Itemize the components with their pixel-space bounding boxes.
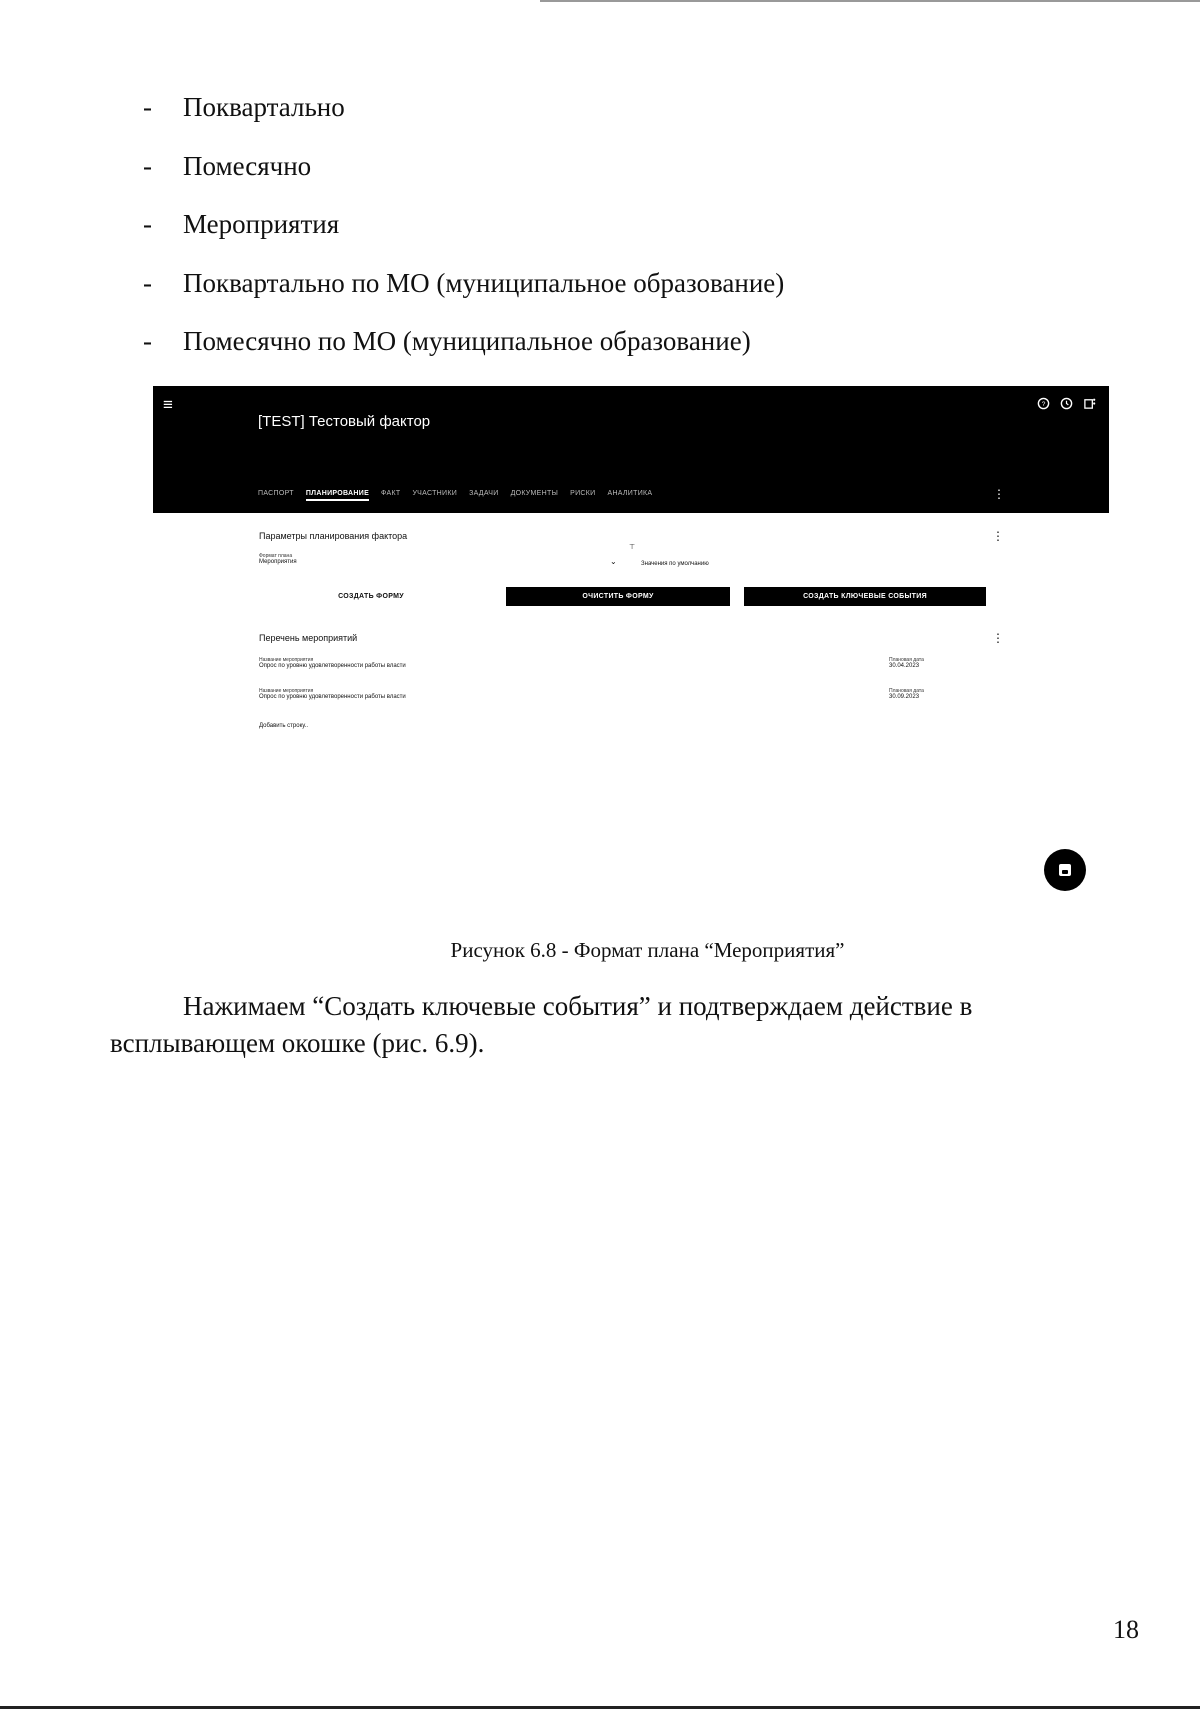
create-key-events-button[interactable]: СОЗДАТЬ КЛЮЧЕВЫЕ СОБЫТИЯ xyxy=(744,587,986,606)
list-item-text: Мероприятия xyxy=(183,209,340,239)
bottom-rule xyxy=(0,1706,1200,1709)
event-date-field[interactable] xyxy=(889,657,924,669)
tab-documents[interactable]: ДОКУМЕНТЫ xyxy=(510,490,559,497)
tab-risks[interactable]: РИСКИ xyxy=(570,490,596,497)
event-name-label: Название мероприятия xyxy=(259,657,314,663)
list-item[interactable] xyxy=(259,657,406,669)
page-number: 18 xyxy=(1113,1615,1139,1644)
plan-format-value: Мероприятия xyxy=(259,559,297,565)
event-date-label: Плановая дата xyxy=(889,657,924,663)
events-section-title: Перечень мероприятий xyxy=(259,633,358,643)
list-item xyxy=(143,268,784,327)
help-icon[interactable] xyxy=(1037,397,1050,413)
event-name: Опрос по уровню удовлетворенности работы власти xyxy=(259,694,406,700)
list-item-text: Поквартально по МО (муниципальное образование) xyxy=(183,267,785,298)
bullet-marker: - xyxy=(143,92,152,122)
history-icon[interactable] xyxy=(1060,397,1073,413)
settings-icon[interactable] xyxy=(1083,397,1097,413)
event-name: Опрос по уровню удовлетворенности работы власти xyxy=(259,663,406,669)
top-rule xyxy=(540,0,1200,2)
tab-participants[interactable]: УЧАСТНИКИ xyxy=(412,490,458,497)
menu-icon[interactable]: ≡ xyxy=(163,395,173,414)
event-date: 30.04.2023 xyxy=(889,663,920,669)
body-paragraph: Нажимаем “Создать ключевые события” и подтверждаем действие в всплывающем окошке (рис. 6.9). xyxy=(110,991,973,1058)
bullet-marker: - xyxy=(143,150,152,181)
event-date-label: Плановая дата xyxy=(889,688,924,694)
default-values-toggle[interactable]: Значения по умолчанию xyxy=(641,561,709,567)
app-screenshot xyxy=(153,386,1109,906)
bullet-marker: - xyxy=(143,326,152,356)
tab-bar xyxy=(258,490,652,501)
event-date-field[interactable] xyxy=(889,688,924,700)
list-item[interactable] xyxy=(259,688,406,700)
app-title: [TEST] Тестовый фактор xyxy=(258,413,431,430)
bullet-marker: - xyxy=(143,267,152,298)
save-fab-button[interactable] xyxy=(1044,849,1086,891)
more-vert-icon[interactable]: ⋮ xyxy=(992,631,1004,645)
list-item xyxy=(143,326,784,385)
app-bar xyxy=(153,386,1109,513)
more-vert-icon[interactable]: ⋮ xyxy=(993,487,1005,501)
list-item-text: Помесячно по МО (муниципальное образование) xyxy=(183,326,751,356)
svg-text:?: ? xyxy=(1041,400,1046,408)
bullet-list xyxy=(143,92,784,385)
list-item xyxy=(143,151,784,210)
figure-caption: Рисунок 6.8 - Формат плана “Мероприятия” xyxy=(450,938,845,962)
more-vert-icon[interactable]: ⋮ xyxy=(992,529,1004,543)
list-item xyxy=(143,209,784,268)
plan-format-select[interactable] xyxy=(259,553,297,565)
tab-fact[interactable]: ФАКТ xyxy=(381,490,401,497)
cursor-icon: ⊤ xyxy=(629,544,636,551)
save-icon xyxy=(1059,864,1071,876)
list-item-text: Поквартально xyxy=(183,92,345,122)
plan-format-label: Формат плана xyxy=(259,553,293,559)
add-row-link[interactable]: Добавить строку.. xyxy=(259,723,309,729)
tab-analytics[interactable]: АНАЛИТИКА xyxy=(607,490,653,497)
tab-tasks[interactable]: ЗАДАЧИ xyxy=(469,490,499,497)
event-date: 30.09.2023 xyxy=(889,694,920,700)
chevron-down-icon[interactable]: ⌄ xyxy=(610,557,617,566)
list-item xyxy=(143,92,784,151)
event-name-label: Название мероприятия xyxy=(259,688,314,694)
params-section-title: Параметры планирования фактора xyxy=(259,531,408,541)
clear-form-button[interactable]: ОЧИСТИТЬ ФОРМУ xyxy=(506,587,730,606)
list-item-text: Помесячно xyxy=(183,150,312,181)
bullet-marker: - xyxy=(143,209,152,239)
create-form-button[interactable]: СОЗДАТЬ ФОРМУ xyxy=(338,593,404,600)
tab-planning[interactable]: ПЛАНИРОВАНИЕ xyxy=(306,490,369,501)
app-bar-actions xyxy=(1037,397,1097,413)
tab-passport[interactable]: ПАСПОРТ xyxy=(258,490,294,497)
